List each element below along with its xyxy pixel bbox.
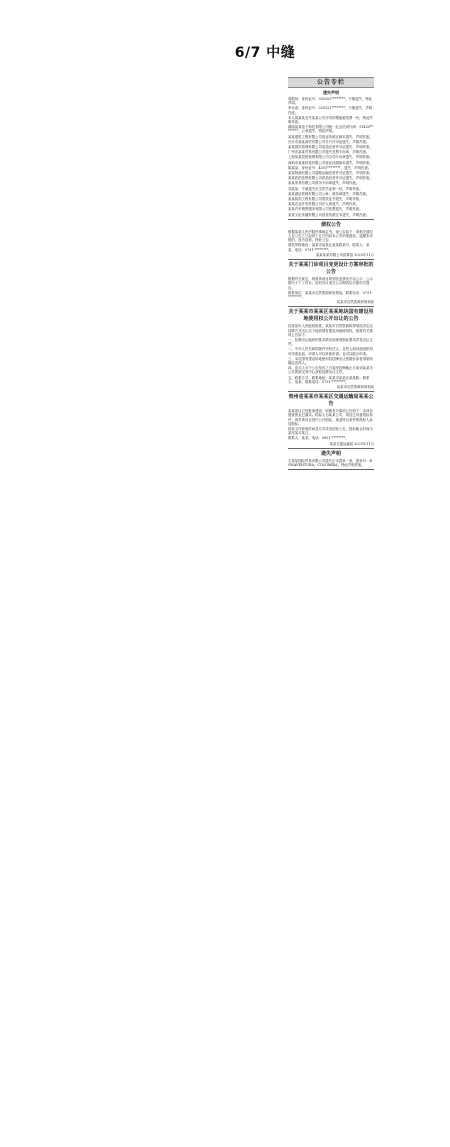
notice-paragraph: 李永清：身份证号：320121********，不慎遗失，声明作废。 <box>288 106 373 115</box>
notice-title: 遗失声明 <box>320 450 341 457</box>
notice-title: 关于某某门诊项目变更设计方案审批的公告 <box>288 262 374 276</box>
notice-signature: 某某某某有限公司清算组 2023年11月 <box>315 252 374 257</box>
notice-paragraph: 某某装饰工程有限公司资质证书遗失，声明作废。 <box>288 197 363 202</box>
section-divider <box>288 391 374 392</box>
section-divider <box>288 448 374 449</box>
notice-paragraph: 陈某某：身份证号：4301********，遗失，声明作废。 <box>288 165 372 170</box>
notice-paragraph: 一、挂牌出让地块的基本情况和规划指标要求详见出让文件。 <box>288 337 373 347</box>
section-divider <box>288 306 374 307</box>
notice-paragraph: 某某酒店管理有限公司公章、财务章遗失，声明作废。 <box>288 191 370 196</box>
notice-block <box>288 394 374 449</box>
column-banner: 公告专栏 <box>288 77 374 88</box>
notice-paragraph: 联系人：某某，电话：0851-********。 <box>288 436 349 441</box>
notice-paragraph: 某某农业开发有限公司法人章遗失，声明作废。 <box>288 202 360 207</box>
notice-paragraph: 本人周某某丢失某某公司开具的增值税发票一份，特此声明作废。 <box>288 115 373 125</box>
notice-signature: 某某市自然资源和规划局 <box>336 300 374 305</box>
notice-paragraph: 上海某某投资管理有限公司合同专用章遗失，声明作废。 <box>288 155 373 160</box>
notice-title: 贵州省某某市某某区交通运输局某某公告 <box>288 394 374 408</box>
notice-paragraph: 广州市某某贸易有限公司遗失发票专用章，声明作废。 <box>288 150 370 155</box>
notice-paragraph: 三、本次国有建设用地使用权挂牌出让按照价高者得原则确定竞得人。 <box>288 356 373 365</box>
notice-paragraph: 某某项目已经批准建设，现就有关事项公告如下：本项目建设资金已落实，招标人为某某公司，项目已具备招标条件，现对该项目进行公开招标，欢迎符合条件的投标人参加投标。 <box>288 409 373 426</box>
notice-title: 关于某某市某某区某某地块国有建设用地使用权公开出让的公告 <box>288 309 374 323</box>
notice-block <box>288 309 374 392</box>
notice-paragraph: 长沙市某某商贸有限公司开户许可证遗失，声明作废。 <box>288 139 370 144</box>
notice-title: 遗失声明 <box>323 90 339 95</box>
notice-paragraph: 债权申报地址：某某市某某区某某路某号，联系人：某某，电话：0731-********。 <box>288 243 370 252</box>
notice-paragraph: 根据某某人民法院民事裁定书，现公告如下：请相关债权人自公告之日起四十五日内向本公司申报债权，逾期未申报的，视为放弃。特此公告。 <box>288 229 373 243</box>
notice-paragraph: 某某物流有限公司道路运输经营许可证遗失，声明作废。 <box>288 171 373 176</box>
notice-column <box>288 77 374 472</box>
notice-paragraph: 刘某某：不慎遗失出生医学证明一份，声明作废。 <box>288 186 363 191</box>
notice-paragraph: 周鼓扬：身份证号：330102********，不慎遗失，特此声明。 <box>288 97 373 106</box>
notice-paragraph: 王某某国际贸易有限公司遗失正本提单一套，提单号：BONAVENTURA，COLOMBIA，特此声明作废。 <box>288 458 372 467</box>
notice-block <box>288 451 374 470</box>
notice-list <box>288 90 374 470</box>
notice-paragraph: 深圳市某某科技有限公司营业执照副本遗失，声明作废。 <box>288 160 373 165</box>
notice-paragraph: 二、中华人民共和国境内外的法人、自然人和其他组织均可申请参加，申请人可以单独申请，也可以联合申请。 <box>288 347 373 356</box>
notice-paragraph: 根据有关规定，现将该项目规划变更情况予以公示，公示期为十个工作日，如有异议请在公示期内以书面形式提出。 <box>288 277 373 290</box>
notice-signature: 某某市自然资源和规划局 <box>336 384 374 389</box>
notice-signature: 某某交通运输局 2023年11月 <box>329 441 374 446</box>
notice-paragraph: 四、竞买人可于公告发布之日起至挂牌截止日前到某某市公共资源交易中心获取挂牌出让文件。 <box>288 366 373 375</box>
notice-paragraph: 某某医药连锁有限公司药品经营许可证遗失，声明作废。 <box>288 176 373 181</box>
notice-paragraph: 某某汽车销售服务有限公司发票遗失，声明作废。 <box>288 207 363 212</box>
page-title: 6/7 中缝 <box>234 45 296 61</box>
notice-paragraph: 某某餐饮管理有限公司食品经营许可证遗失，声明作废。 <box>288 145 373 150</box>
notice-paragraph: 联系单位：某某市自然资源和规划局，联系电话：0731-********。 <box>288 290 373 299</box>
notice-title: 债权公告 <box>320 221 341 228</box>
section-divider <box>288 259 374 260</box>
notice-paragraph: 湖南某某电子科技有限公司统一社会信用代码：91430********，公章遗失，特此声明。 <box>288 125 374 134</box>
notice-paragraph: 某某家具有限公司财务专用章遗失，声明作废。 <box>288 181 360 186</box>
notice-block <box>288 262 374 307</box>
section-divider <box>288 219 374 220</box>
notice-paragraph: 某某文化传播有限公司营业执照正本遗失，声明作废。 <box>288 212 370 217</box>
notice-paragraph: 五、联系方式：联系地址：某某市某某区某某路；联系人：某某；联系电话：0731-********。 <box>288 375 370 384</box>
page-header <box>0 42 450 62</box>
notice-paragraph: 招标文件获取时间及方式详见招标公告，投标截止时间为某年某月某日。 <box>288 426 373 436</box>
notice-paragraph: 某某建筑工程有限公司营业执照正副本遗失，声明作废。 <box>288 134 373 139</box>
notice-paragraph: 经某某市人民政府批准，某某市自然资源和规划局决定以挂牌方式出让以下地块国有建设用地使用权，现将有关事项公告如下： <box>288 324 373 337</box>
notice-block <box>288 90 374 220</box>
section-divider <box>288 469 374 470</box>
notice-block <box>288 222 374 260</box>
